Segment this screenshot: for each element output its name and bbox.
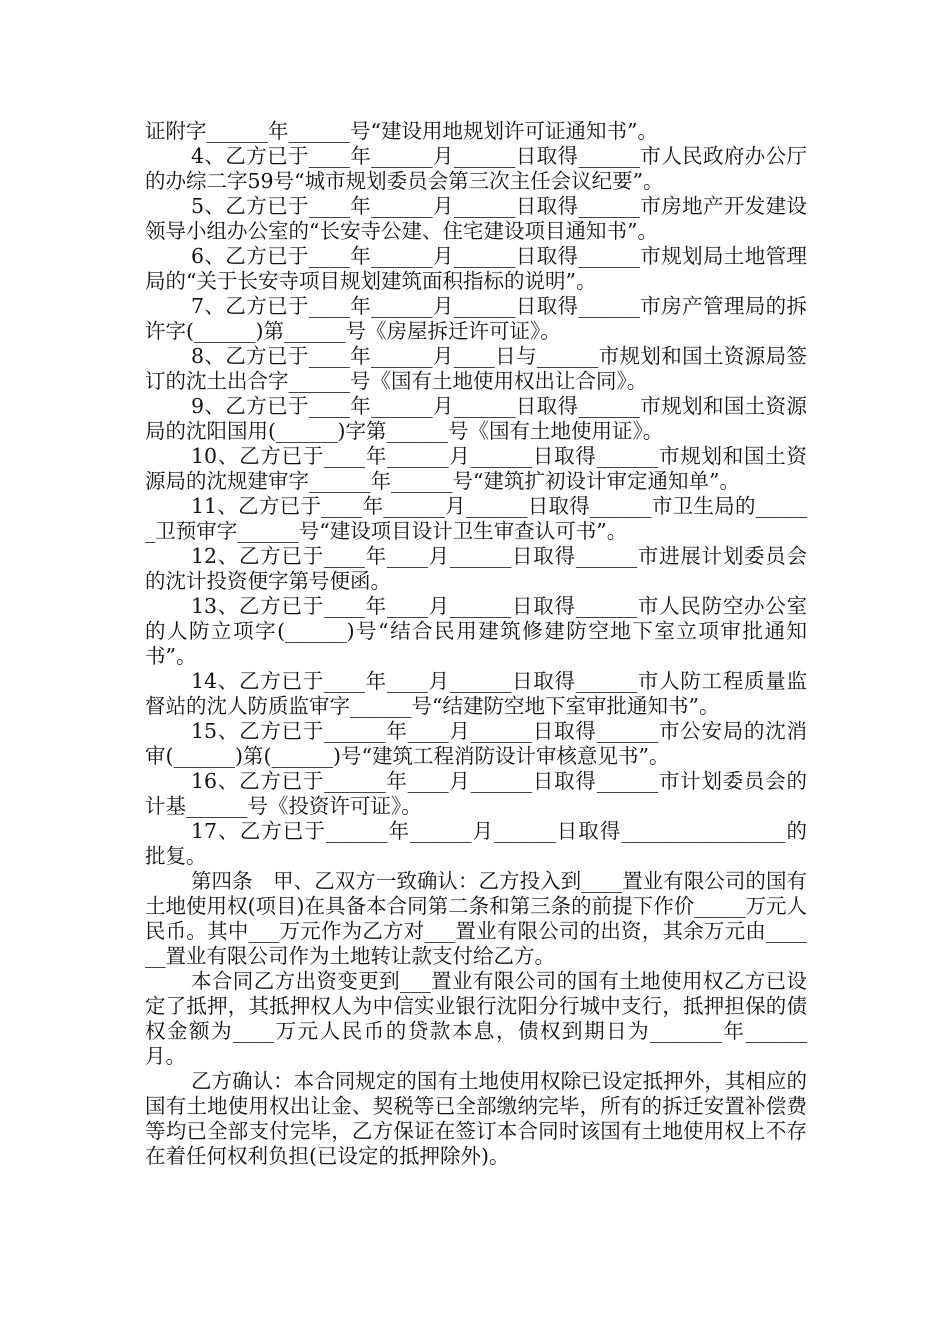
contract-body: [145, 119, 807, 1169]
paragraph-party-b-confirmation: 乙方确认：本合同规定的国有土地使用权除已设定抵押外，其相应的国有土地使用权出让金、契税等已全部缴纳完毕，所有的拆迁安置补偿费等均已全部支付完毕，乙方保证在签订本合同时该国有土地使用权上不存在着任何权利负担(已设定的抵押除外)。: [145, 1069, 807, 1168]
paragraph-item-14: 14、乙方已于____年____月______日取得______市人防工程质量监督站的沈人防质监审字______号“结建防空地下室审批通知书”。: [145, 669, 807, 718]
paragraph-article-4: 第四条 甲、乙双方一致确认：乙方投入到____置业有限公司的国有土地使用权(项目)在具备本合同第二条和第三条的前提下作价_____万元人民币。其中___万元作为乙方对___置业有限公司的出资，其余万元由______置业有限公司作为土地转让款支付给乙方。: [145, 869, 807, 968]
paragraph-item-13: 13、乙方已于____年____月______日取得______市人民防空办公室的人防立项字(______)号“结合民用建筑修建防空地下室立项审批通知书”。: [145, 594, 807, 668]
paragraph-item-7: 7、乙方已于____年______月______日取得______市房产管理局的拆许字(______)第______号《房屋拆迁许可证》。: [145, 294, 807, 343]
paragraph-item-8: 8、乙方已于____年______月____日与______市规划和国土资源局签订的沈土出合字______号《国有土地使用权出让合同》。: [145, 344, 807, 393]
paragraph-item-5: 5、乙方已于____年______月______日取得______市房地产开发建设领导小组办公室的“长安寺公建、住宅建设项目通知书”。: [145, 194, 807, 243]
paragraph-item-15: 15、乙方已于______年____月______日取得______市公安局的沈消审(______)第(______)号“建筑工程消防设计审核意见书”。: [145, 719, 807, 768]
paragraph-permit-notice-cont: 证附字______年______号“建设用地规划许可证通知书”。: [145, 119, 658, 143]
paragraph-item-11: 11、乙方已于____年______月______日取得______市卫生局的______卫预审字______号“建设项目设计卫生审查认可书”。: [145, 494, 807, 543]
paragraph-item-10: 10、乙方已于____年______月______日取得______市规划和国土资源局的沈规建审字______年______号“建筑扩初设计审定通知单”。: [145, 444, 807, 493]
paragraph-item-16: 16、乙方已于______年____月______日取得______市计划委员会的计基______号《投资许可证》。: [145, 769, 807, 818]
paragraph-item-6: 6、乙方已于____年______月______日取得______市规划局土地管理局的“关于长安寺项目规划建筑面积指标的说明”。: [145, 244, 807, 293]
paragraph-item-4: 4、乙方已于____年______月______日取得______市人民政府办公厅的办综二字59号“城市规划委员会第三次主任会议纪要”。: [145, 144, 807, 193]
paragraph-item-9: 9、乙方已于____年______月______日取得______市规划和国土资源局的沈阳国用(______)字第______号《国有土地使用证》。: [145, 394, 807, 443]
paragraph-item-12: 12、乙方已于____年____月______日取得______市进展计划委员会的沈计投资便字第号便函。: [145, 544, 807, 593]
paragraph-item-17: 17、乙方已于______年______月______日取得________________的批复。: [145, 819, 807, 868]
paragraph-mortgage: 本合同乙方出资变更到___置业有限公司的国有土地使用权乙方已设定了抵押，其抵押权人为中信实业银行沈阳分行城中支行，抵押担保的债权金额为____万元人民币的贷款本息，债权到期日为_______年______月。: [145, 969, 807, 1068]
